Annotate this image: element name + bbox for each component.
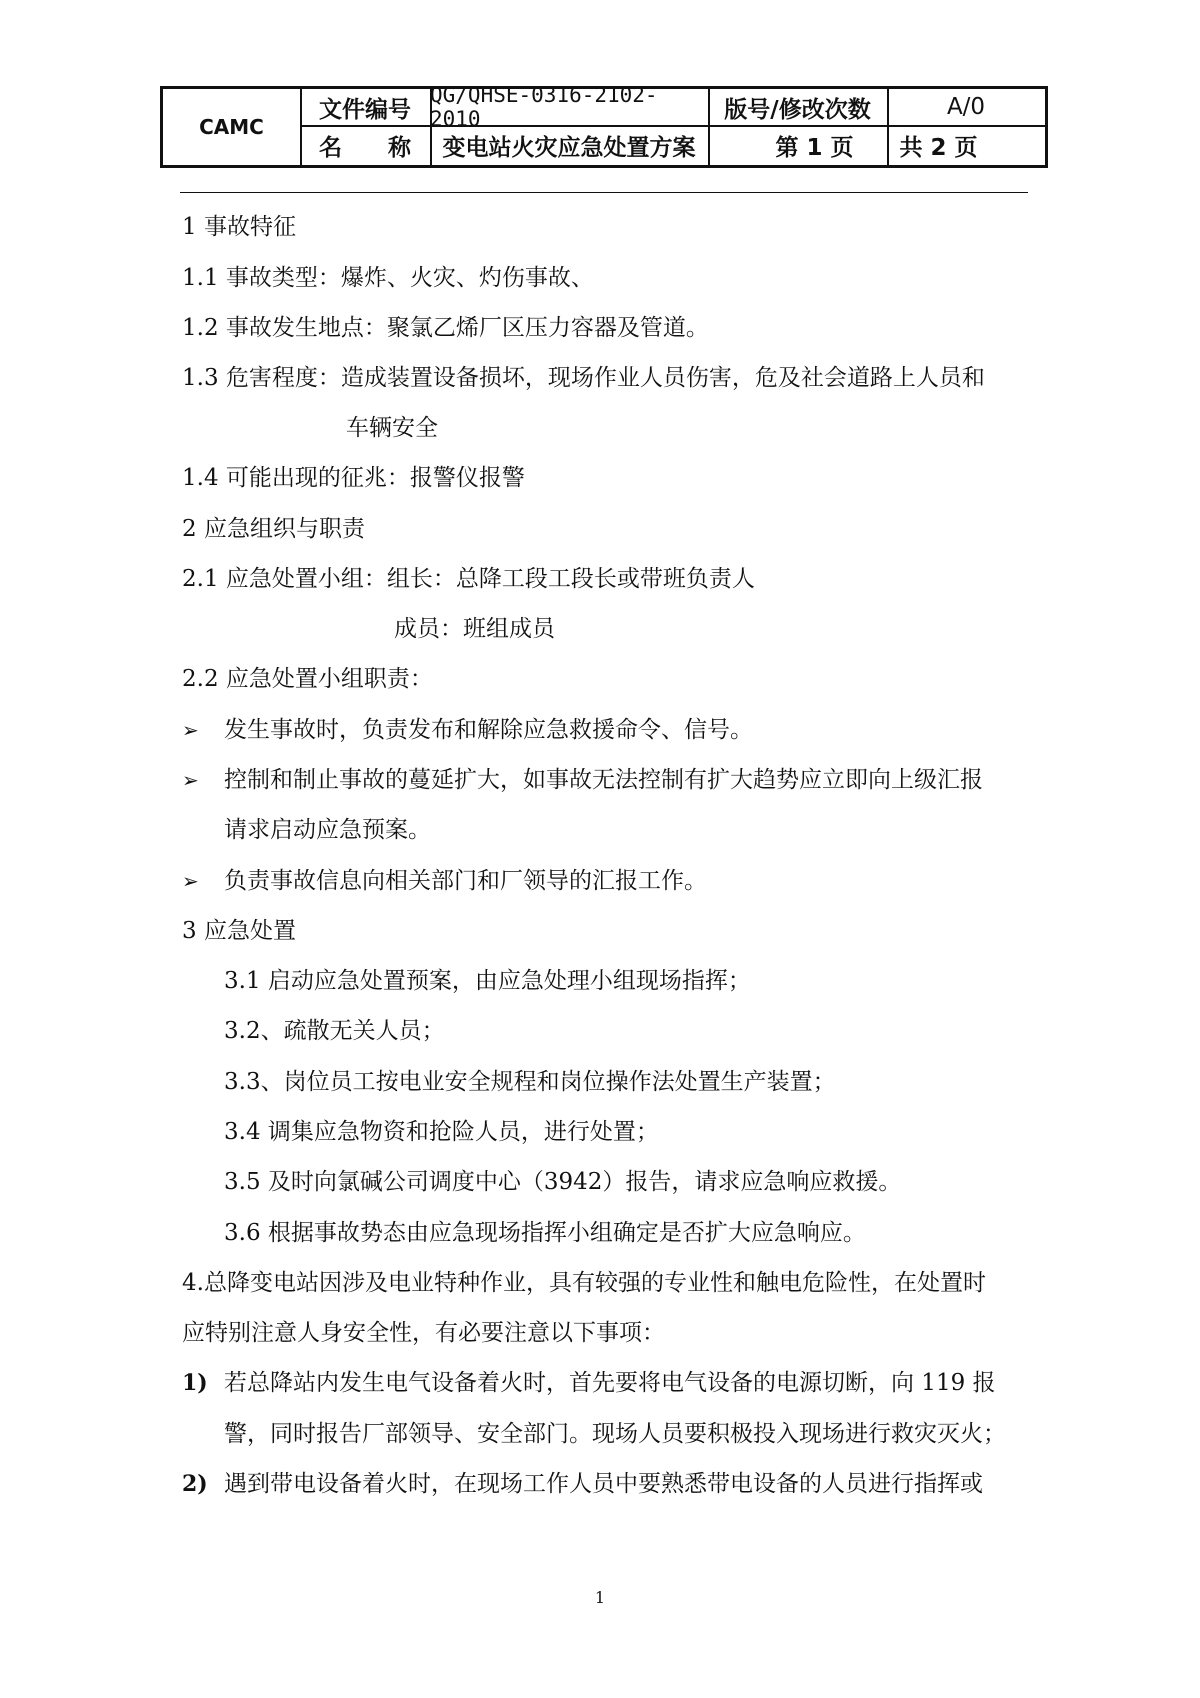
version-label: 版号/修改次数 <box>724 96 871 123</box>
item-3-6: 3.6 根据事故势态由应急现场指挥小组确定是否扩大应急响应。 <box>224 1220 866 1246</box>
item-3-5: 3.5 及时向氯碱公司调度中心（3942）报告，请求应急响应救援。 <box>224 1169 902 1195</box>
bullet-item: 控制和制止事故的蔓延扩大，如事故无法控制有扩大趋势应立即向上级汇报 <box>224 767 983 793</box>
bullet-arrow-icon: ➢ <box>182 768 199 792</box>
list-item: 遇到带电设备着火时，在现场工作人员中要熟悉带电设备的人员进行指挥或 <box>224 1471 983 1497</box>
bullet-item: 发生事故时，负责发布和解除应急救援命令、信号。 <box>224 717 753 743</box>
section-1-title: 1 事故特征 <box>182 214 296 240</box>
list-number: 1) <box>182 1370 208 1396</box>
item-1-1: 1.1 事故类型：爆炸、火灾、灼伤事故、 <box>182 265 594 291</box>
section-4-text: 4.总降变电站因涉及电业特种作业，具有较强的专业性和触电危险性，在处置时 <box>182 1270 986 1296</box>
item-3-2: 3.2、疏散无关人员； <box>224 1018 445 1044</box>
page-info: 第 1 页 共 2 页 <box>775 134 978 161</box>
item-1-3-continued: 车辆安全 <box>346 415 438 441</box>
item-3-3: 3.3、岗位员工按电业安全规程和岗位操作法处置生产装置； <box>224 1069 836 1095</box>
item-2-2: 2.2 应急处置小组职责： <box>182 666 433 692</box>
item-3-1: 3.1 启动应急处置预案，由应急处理小组现场指挥； <box>224 968 751 994</box>
item-1-2: 1.2 事故发生地点：聚氯乙烯厂区压力容器及管道。 <box>182 315 709 341</box>
company-code: CAMC <box>199 115 264 139</box>
item-2-1: 2.1 应急处置小组：组长：总降工段工段长或带班负责人 <box>182 566 755 592</box>
version-value: A/0 <box>946 94 986 120</box>
bullet-item-continued: 请求启动应急预案。 <box>224 817 431 843</box>
item-2-1-members: 成员：班组成员 <box>394 616 555 642</box>
item-1-4: 1.4 可能出现的征兆：报警仪报警 <box>182 465 525 491</box>
item-1-3: 1.3 危害程度：造成装置设备损坏，现场作业人员伤害，危及社会道路上人员和 <box>182 365 985 391</box>
item-3-4: 3.4 调集应急物资和抢险人员，进行处置； <box>224 1119 659 1145</box>
doc-number: QG/QHSE-0316-2102-2010 <box>430 83 658 131</box>
list-item-continued: 警，同时报告厂部领导、安全部门。现场人员要积极投入现场进行救灾灭火； <box>224 1421 1006 1447</box>
doc-number-label: 文件编号 <box>319 96 411 123</box>
name-label: 名 称 <box>319 134 411 161</box>
page-number: 1 <box>594 1588 606 1607</box>
header-rule <box>180 192 1028 193</box>
list-number: 2) <box>182 1471 208 1497</box>
section-3-title: 3 应急处置 <box>182 918 296 944</box>
list-item: 若总降站内发生电气设备着火时，首先要将电气设备的电源切断，向 119 报 <box>224 1370 996 1396</box>
bullet-item: 负责事故信息向相关部门和厂领导的汇报工作。 <box>224 868 707 894</box>
document-name: 变电站火灾应急处置方案 <box>442 134 696 161</box>
document-header-table <box>160 83 1048 168</box>
bullet-arrow-icon: ➢ <box>182 718 199 742</box>
bullet-arrow-icon: ➢ <box>182 869 199 893</box>
section-2-title: 2 应急组织与职责 <box>182 516 365 542</box>
section-4-text-continued: 应特别注意人身安全性，有必要注意以下事项： <box>182 1320 665 1346</box>
